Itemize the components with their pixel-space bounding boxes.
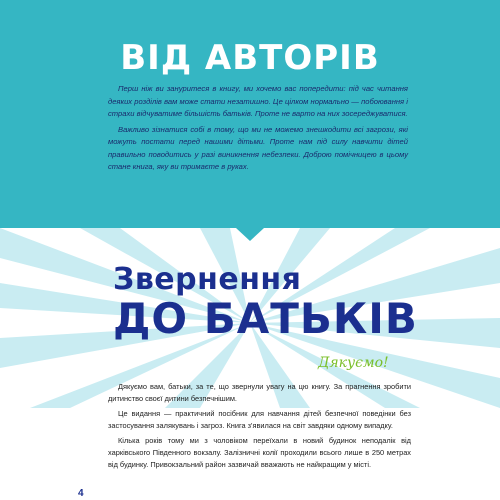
body-paragraph: Це видання — практичний посібник для навчання дітей безпечної поведінки без застосування залякувань і загроз. Книга з'явилася на світ завдяки одному випадку. [108,409,411,430]
thanks-script: Дякуємо! [318,355,389,371]
intro-paragraph: Перш ніж ви зануритеся в книгу, ми хочемо вас попередити: під час читання деяких розділів вам може стати незатишно. Це цілком нормально — побоювання і страхи відчуватиме більшість батьків. Проте не варто на них зосереджуватися. [108,84,408,118]
appeal-title-line1: Звернення [113,262,302,297]
body-paragraph: Дякуємо вам, батьки, за те, що звернули увагу на цю книгу. За прагнення зробити дитинство своєї дитини безпечнішим. [108,382,411,403]
intro-paragraph: Важливо зізнатися собі в тому, що ми не можемо знешкодити всі загрози, які можуть постати перед нашими дітьми. Проте нам під силу навчити дітей правильно поводитись у разі виникнення небезпеки. Доброю помічницею в цьому стане книга, яку ви тримаєте в руках. [108,124,408,171]
appeal-body-text [108,381,411,474]
section-title: ВІД АВТОРІВ [120,38,380,78]
appeal-title-line2: ДО БАТЬКІВ [113,294,418,343]
body-paragraph: Кілька років тому ми з чоловіком переїхали в новий будинок неподалік від харківського Південного вокзалу. Залізничні колії проходили всього лише в 250 метрах від будинку. Привокзальний район зазвичай вважають не найкращим у місті. [108,436,411,469]
intro-text [108,83,408,177]
page-number: 4 [78,488,84,499]
